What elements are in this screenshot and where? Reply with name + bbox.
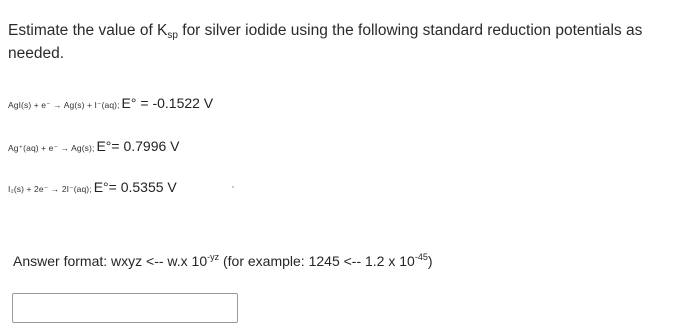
question-text-end: for silver iodide using the following standard reduction potentials as needed. (8, 22, 643, 62)
equation-3-reaction: I₂(s) + 2e⁻ → 2I⁻(aq); (8, 184, 92, 194)
answer-format-example-exponent: -45 (414, 252, 428, 262)
equation-3 (8, 179, 177, 195)
answer-format-example: (for example: 1245 <-- 1.2 x 10 (219, 253, 415, 269)
equation-2 (8, 138, 180, 154)
answer-format-suffix: ) (427, 253, 433, 269)
equation-3-potential: E°= 0.5355 V (93, 179, 177, 195)
equation-2-potential: E°= 0.7996 V (96, 138, 180, 154)
stray-dot (232, 186, 234, 188)
question-text (8, 19, 688, 65)
equation-1-reaction: AgI(s) + e⁻ → Ag(s) + I⁻(aq); (8, 100, 120, 110)
ksp-subscript: sp (167, 30, 178, 41)
answer-format-exponent: -yz (207, 252, 220, 262)
equation-1 (8, 95, 213, 111)
question-text-start: Estimate the value of K (8, 22, 168, 39)
answer-format-instructions (13, 253, 433, 269)
equation-2-reaction: Ag⁺(aq) + e⁻ → Ag(s); (8, 143, 95, 153)
answer-input[interactable] (12, 293, 238, 323)
answer-format-prefix: Answer format: wxyz <-- w.x 10 (13, 253, 208, 269)
equation-1-potential: E° = -0.1522 V (121, 95, 214, 111)
